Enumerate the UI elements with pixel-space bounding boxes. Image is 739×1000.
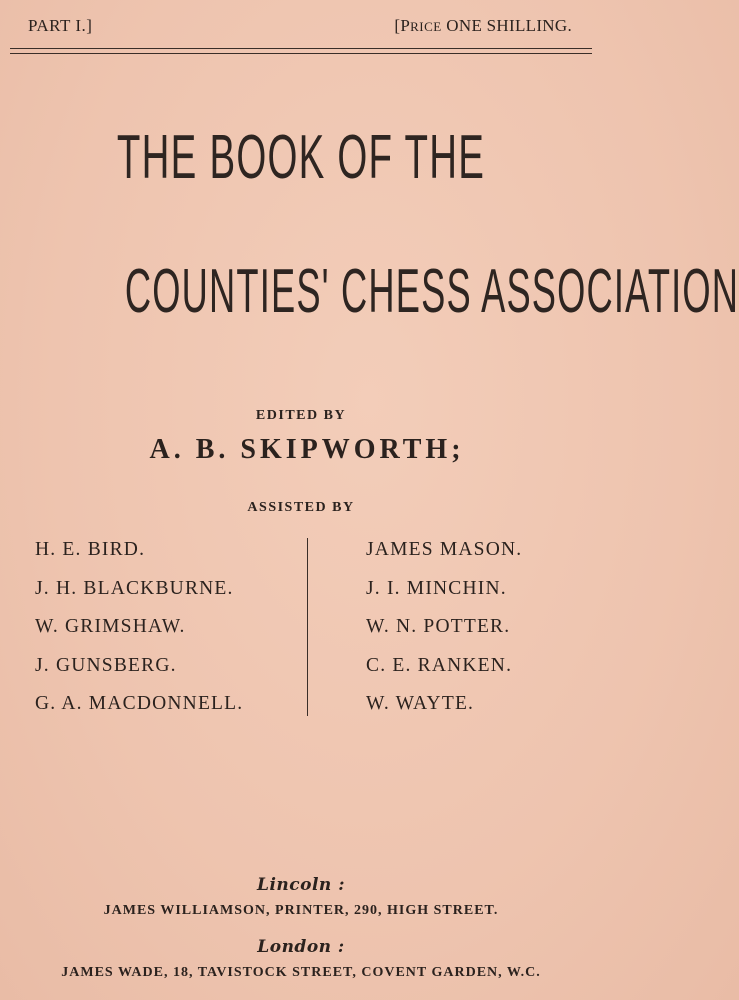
assistant-name: W. GRIMSHAW. [35,616,186,637]
column-divider [307,538,308,716]
assistant-name: W. WAYTE. [366,693,475,714]
assistant-name: W. N. POTTER. [366,616,511,637]
assistant-name: JAMES MASON. [366,539,523,560]
assistant-name: J. H. BLACKBURNE. [35,577,234,599]
price-prefix: [P [394,16,411,35]
assisted-by-label: ASSISTED BY [247,500,355,515]
title-line-2: COUNTIES' CHESS ASSOCIATION [124,257,739,326]
imprint-city-lincoln: Lincoln : [257,875,345,895]
assistant-name: J. GUNSBERG. [35,654,177,676]
imprint-publisher: JAMES WADE, 18, TAVISTOCK STREET, COVENT GARDEN, W.C. [61,965,541,980]
header-rule-top [10,48,592,49]
assistant-name: J. I. MINCHIN. [366,577,507,599]
header-rule-bottom [10,53,592,54]
editor-name: A. B. SKIPWORTH; [149,434,465,465]
imprint-printer: JAMES WILLIAMSON, PRINTER, 290, HIGH STREET. [103,903,499,918]
price-rest: ONE SHILLING. [441,16,572,35]
edited-by-label: EDITED BY [255,408,347,423]
price-small-caps: RICE [410,19,442,34]
assistant-name: C. E. RANKEN. [366,654,513,676]
assistants-left-column [35,536,243,729]
assistants-right-column [366,536,522,729]
price-label [394,16,572,36]
imprint-city-london: London : [257,937,345,957]
title-line-1: THE BOOK OF THE [116,123,486,192]
assistant-name: H. E. BIRD. [35,539,146,560]
assistant-name: G. A. MACDONNELL. [35,693,244,714]
part-label: PART I.] [28,16,93,35]
